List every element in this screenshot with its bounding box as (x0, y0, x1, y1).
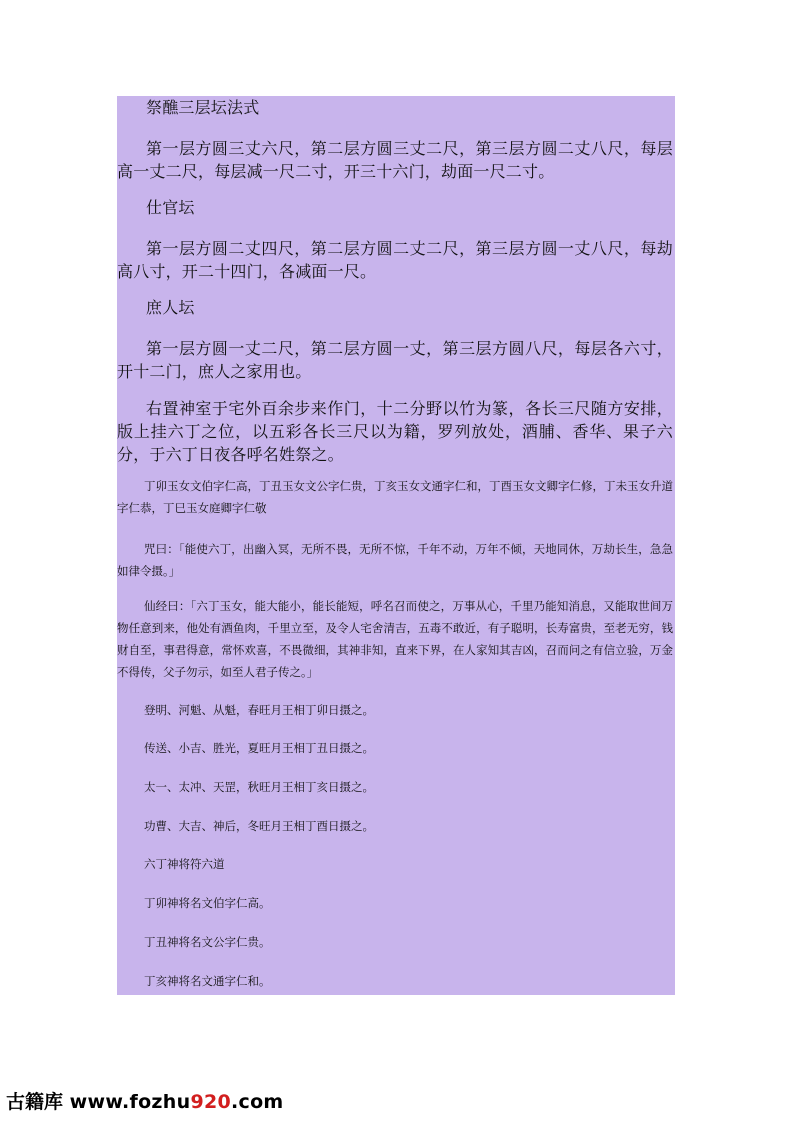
watermark-url (70, 1091, 284, 1113)
watermark-url-number: 920 (190, 1091, 231, 1113)
heading-three-tier-altar: 祭醮三层坛法式 (146, 98, 260, 117)
paragraph-six-ding-maidens: 丁卯玉女文伯字仁高，丁丑玉女文公字仁贵，丁亥玉女文通字仁和，丁酉玉女文卿字仁修，丁未玉女升道字仁恭，丁巳玉女庭卿字仁敬 (117, 479, 673, 515)
site-watermark (6, 1087, 284, 1117)
line-dingmao-general: 丁卯神将名文伯字仁高。 (144, 896, 271, 910)
paragraph-commoner-spec: 第一层方圆一丈二尺，第二层方圆一丈，第三层方圆八尺，每层各六寸，开十二门，庶人之家用也。 (117, 339, 673, 381)
heading-commoner-altar: 庶人坛 (146, 298, 195, 317)
paragraph-immortal-scripture: 仙经曰：「六丁玉女，能大能小，能长能短，呼名召而使之，万事从心，千里乃能知消息，又能取世间万物任意到来，他处有酒鱼肉，千里立至，及令人宅舍清吉，五毒不敢近，有子聪明，长寿富贵，至老无穷，钱财自至，事君得意，常怀欢喜，不畏微细，其神非知，直来下界，在人家知其吉凶，召而问之有信立验，万金不得传，父子勿示，如至人君子传之。」 (117, 599, 673, 679)
heading-official-altar: 仕官坛 (146, 198, 195, 217)
line-winter: 功曹、大吉、神后，冬旺月王相丁酉日摄之。 (144, 819, 374, 833)
watermark-brand: 古籍库 (6, 1091, 64, 1113)
paragraph-incantation: 咒曰：「能使六丁，出幽入冥，无所不畏，无所不惊，千年不动，万年不倾，天地同休，万劫长生，急急如律令摄。」 (117, 542, 673, 578)
line-autumn: 太一、太冲、天罡，秋旺月王相丁亥日摄之。 (144, 780, 374, 794)
paragraph-official-spec: 第一层方圆二丈四尺，第二层方圆二丈二尺，第三层方圆一丈八尺，每劫高八寸，开二十四门，各减面一尺。 (117, 239, 673, 281)
text-panel (117, 96, 675, 995)
line-dinghai-general: 丁亥神将名文通字仁和。 (144, 974, 271, 988)
heading-six-ding-talismans: 六丁神将符六道 (144, 857, 225, 871)
watermark-url-prefix: www.fozhu (69, 1091, 191, 1113)
line-spring: 登明、河魁、从魁，春旺月王相丁卯日摄之。 (144, 703, 374, 717)
paragraph-three-tier-spec: 第一层方圆三丈六尺，第二层方圆三丈二尺，第三层方圆二丈八尺，每层高一丈二尺，每层减一尺二寸，开三十六门，劫面一尺二寸。 (117, 139, 673, 181)
line-summer: 传送、小吉、胜光，夏旺月王相丁丑日摄之。 (144, 741, 374, 755)
paragraph-shrine-setup: 右置神室于宅外百余步来作门，十二分野以竹为篆，各长三尺随方安排，版上挂六丁之位，以五彩各长三尺以为籍，罗列放处，酒脯、香华、果子六分，于六丁日夜各呼名姓祭之。 (117, 399, 673, 464)
line-dingchou-general: 丁丑神将名文公字仁贵。 (144, 935, 271, 949)
watermark-url-suffix: .com (231, 1091, 284, 1113)
